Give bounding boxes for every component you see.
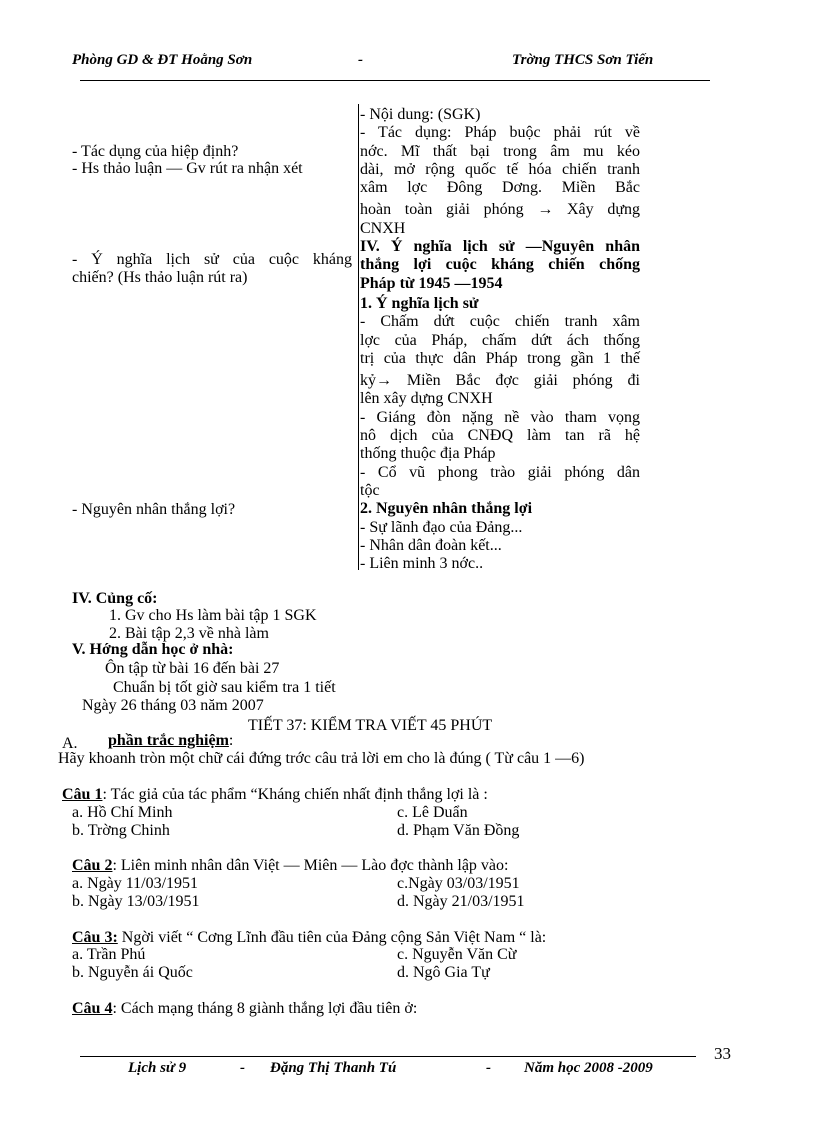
question-text: : Liên minh nhân dân Việt — Miên — Lào đợc thành lập vào: [112, 857, 509, 874]
right-content-column [360, 106, 640, 573]
section-a-instruction: Hãy khoanh tròn một chữ cái đứng trớc câu trả lời em cho là đúng ( Từ câu 1 —6) [58, 750, 585, 767]
question-text: : Tác giả của tác phẩm “Kháng chiến nhất định thắng lợi là : [102, 786, 488, 803]
question-label: Câu 4 [72, 1000, 113, 1017]
lesson-title: TIẾT 37: KIỂM TRA VIẾT 45 PHÚT [248, 717, 493, 734]
homework-item: Chuẩn bị tốt giờ sau kiểm tra 1 tiết [113, 679, 336, 696]
section-heading: thắng lợi cuộc kháng chiến chống [360, 256, 640, 274]
subsection-heading: 1. Ý nghĩa lịch sử [360, 294, 479, 312]
content-line: xâm lợc Đông Dơng. Miền Bắc [360, 179, 640, 197]
content-line: nớc. Mĩ thất bại trong âm mu kéo [360, 142, 640, 160]
content-line: - Nội dung: (SGK) [360, 106, 481, 123]
homework-title: V. Hớng dẫn học ở nhà: [72, 641, 234, 658]
footer-separator: - [240, 1060, 245, 1076]
content-line: - Giáng đòn nặng nề vào tham vọng [360, 408, 640, 426]
answer-option: b. Nguyễn ái Quốc [72, 964, 193, 981]
question-3 [72, 929, 546, 947]
consolidation-title: IV. Củng cố: [72, 590, 158, 607]
consolidation-item: 2. Bài tập 2,3 về nhà làm [109, 625, 269, 642]
header-right: Trờng THCS Sơn Tiến [512, 52, 654, 68]
header-rule [80, 80, 710, 81]
content-line: thống thuộc địa Pháp [360, 445, 496, 463]
left-discussion-note: - Hs thảo luận — Gv rút ra nhận xét [72, 160, 303, 177]
answer-option: a. Ngày 11/03/1951 [72, 875, 199, 892]
question-label: Câu 2 [72, 857, 113, 874]
left-question-causes: - Nguyên nhân thắng lợi? [72, 501, 236, 518]
answer-option: c.Ngày 03/03/1951 [397, 875, 520, 892]
content-line: - Nhân dân đoàn kết... [360, 536, 502, 554]
homework-item: Ôn tập từ bài 16 đến bài 27 [105, 660, 280, 677]
subsection-heading: 2. Nguyên nhân thắng lợi [360, 500, 533, 518]
question-1 [62, 786, 488, 804]
question-text: Ngời viết “ Cơng Lĩnh đầu tiên của Đảng cộng Sản Việt Nam “ là: [117, 929, 547, 946]
header-left: Phòng GD & ĐT Hoằng Sơn [72, 52, 253, 68]
page-number: 33 [714, 1044, 731, 1063]
content-line: - Cổ vũ phong trào giải phóng dân [360, 463, 640, 481]
header-separator: - [358, 52, 363, 68]
content-line: kỷ→ Miền Bắc đợc giải phóng đi [360, 372, 640, 390]
answer-option: c. Nguyễn Văn Cừ [397, 946, 517, 963]
content-line: tộc [360, 481, 380, 499]
footer-separator: - [486, 1060, 491, 1076]
left-question-significance-line2: chiến? (Hs thảo luận rút ra) [72, 269, 248, 286]
content-line: trị của thực dân Pháp trong gần 1 thế [360, 349, 640, 367]
content-line: - Chấm dứt cuộc chiến tranh xâm [360, 313, 640, 331]
answer-option: d. Ngô Gia Tự [397, 964, 490, 981]
content-line: nô dịch của CNĐQ làm tan rã hệ [360, 427, 640, 445]
content-line: hoàn toàn giải phóng → Xây dựng [360, 201, 640, 219]
answer-option: b. Trờng Chinh [72, 822, 170, 839]
section-a-title: phần trắc nghiệm [108, 732, 229, 749]
content-line: lên xây dựng CNXH [360, 390, 493, 408]
question-label: Câu 1 [62, 786, 103, 803]
content-line: lợc của Pháp, chấm dứt ách thống [360, 331, 640, 349]
content-line: - Tác dụng: Pháp buộc phải rút về [360, 124, 640, 142]
content-line: dài, mở rộng quốc tế hóa chiến tranh [360, 160, 640, 178]
consolidation-item: 1. Gv cho Hs làm bài tập 1 SGK [109, 607, 317, 624]
left-question-significance [72, 251, 352, 287]
answer-option: c. Lê Duẩn [397, 804, 468, 821]
answer-option: d. Phạm Văn Đồng [397, 822, 520, 839]
answer-option: d. Ngày 21/03/1951 [397, 893, 525, 910]
section-heading: Pháp từ 1945 —1954 [360, 274, 503, 292]
section-a-heading [108, 732, 233, 750]
content-line: - Sự lãnh đạo của Đảng... [360, 518, 523, 536]
answer-option: a. Trần Phú [72, 946, 146, 963]
footer-author: Đặng Thị Thanh Tú [270, 1060, 397, 1076]
question-label: Câu 3: [72, 929, 118, 946]
section-heading: IV. Ý nghĩa lịch sử —Nguyên nhân [360, 238, 640, 256]
content-line: CNXH [360, 219, 406, 237]
left-question-effect: - Tác dụng của hiệp định? [72, 143, 239, 160]
question-2 [72, 857, 508, 875]
footer-subject: Lịch sử 9 [128, 1060, 187, 1076]
content-line: - Liên minh 3 nớc.. [360, 555, 484, 573]
question-text: : Cách mạng tháng 8 giành thắng lợi đầu tiên ở: [112, 1000, 418, 1017]
section-a-colon: : [228, 732, 234, 749]
footer-school-year: Năm học 2008 -2009 [524, 1060, 653, 1076]
lesson-date: Ngày 26 tháng 03 năm 2007 [82, 697, 264, 714]
section-a-letter: A. [62, 735, 78, 752]
answer-option: b. Ngày 13/03/1951 [72, 893, 200, 910]
answer-option: a. Hồ Chí Minh [72, 804, 173, 821]
question-4 [72, 1000, 417, 1018]
table-divider [358, 104, 359, 570]
left-question-significance-line1: - Ý nghĩa lịch sử của cuộc kháng [72, 251, 352, 268]
footer-rule [80, 1056, 696, 1057]
